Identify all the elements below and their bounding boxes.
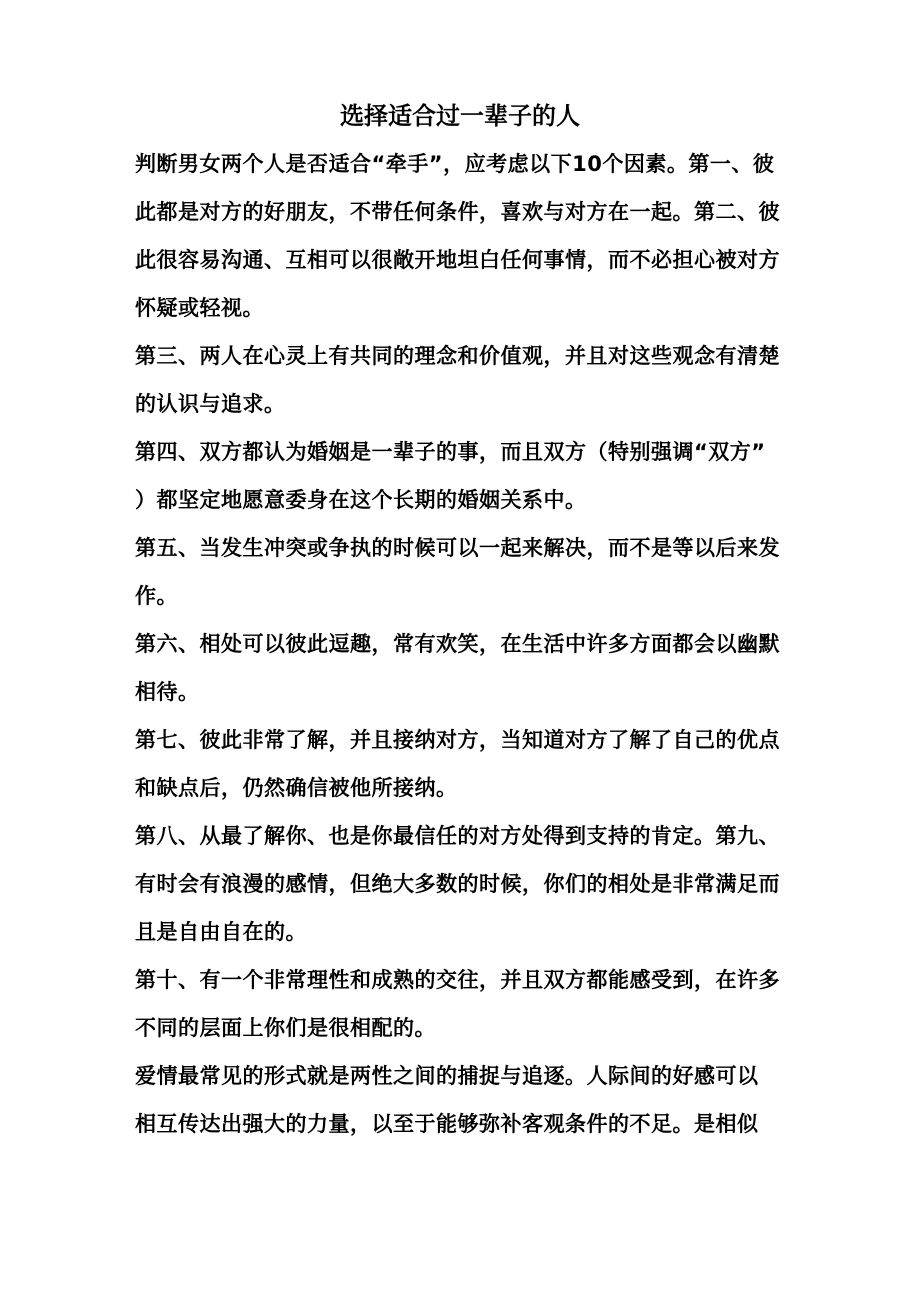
paragraph-love (135, 1052, 795, 1148)
text-line: 第七、彼此非常了解，并且接纳对方，当知道对方了解了自己的优点 (135, 728, 780, 752)
text-line: 第十、有一个非常理性和成熟的交往，并且双方都能感受到，在许多 (135, 968, 780, 992)
paragraph-fifth (135, 524, 795, 620)
text-line: 此都是对方的好朋友，不带任何条件，喜欢与对方在一起。第二、彼 (135, 200, 780, 224)
text-line: 第六、相处可以彼此逗趣，常有欢笑，在生活中许多方面都会以幽默 (135, 632, 780, 656)
document-body (135, 140, 795, 1148)
text-line: 不同的层面上你们是很相配的。 (135, 1016, 436, 1040)
text-line: 第五、当发生冲突或争执的时候可以一起来解决，而不是等以后来发 (135, 536, 780, 560)
text-line: 相互传达出强大的力量，以至于能够弥补客观条件的不足。是相似 (135, 1112, 759, 1136)
text-line: 第八、从最了解你、也是你最信任的对方处得到支持的肯定。第九、 (135, 824, 780, 848)
document-title: 选择适合过一辈子的人 (340, 102, 580, 130)
paragraph-seventh (135, 716, 795, 812)
text-line: 怀疑或轻视。 (135, 296, 264, 320)
paragraph-third (135, 332, 795, 428)
paragraph-eighth-ninth (135, 812, 795, 956)
text-line: 作。 (135, 584, 178, 608)
text-line: 第三、两人在心灵上有共同的理念和价值观，并且对这些观念有清楚 (135, 344, 780, 368)
text-line: 第四、双方都认为婚姻是一辈子的事，而且双方（特别强调“双方” (135, 440, 766, 464)
text-line: 相待。 (135, 680, 200, 704)
text-line: 判断男女两个人是否适合“牵手”，应考虑以下10个因素。第一、彼 (135, 152, 775, 176)
text-line: 且是自由自在的。 (135, 920, 307, 944)
text-line: 此很容易沟通、互相可以很敞开地坦白任何事情，而不必担心被对方 (135, 248, 780, 272)
text-line: 和缺点后，仍然确信被他所接纳。 (135, 776, 458, 800)
paragraph-fourth (135, 428, 795, 524)
text-line: 有时会有浪漫的感情，但绝大多数的时候，你们的相处是非常满足而 (135, 872, 780, 896)
text-line: 的认识与追求。 (135, 392, 286, 416)
text-line: 爱情最常见的形式就是两性之间的捕捉与追逐。人际间的好感可以 (135, 1064, 759, 1088)
paragraph-tenth (135, 956, 795, 1052)
text-line: ）都坚定地愿意委身在这个长期的婚姻关系中。 (135, 488, 587, 512)
paragraph-intro (135, 140, 795, 332)
paragraph-sixth (135, 620, 795, 716)
